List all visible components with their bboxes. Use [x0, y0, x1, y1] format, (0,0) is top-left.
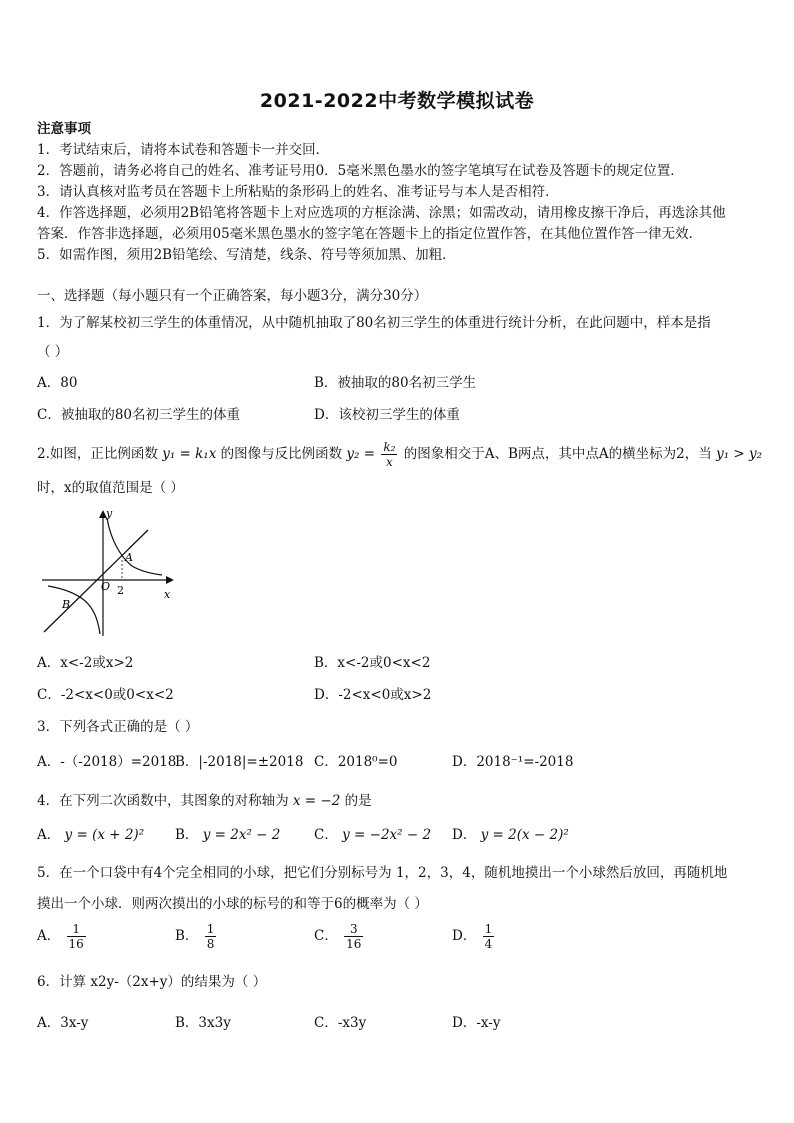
q5-option-label: C． [314, 928, 338, 944]
question-5-stem: 5．在一个口袋中有4个完全相同的小球，把它们分别标号为 1，2，3，4，随机地摸出一个小球然后放回，再随机地 [37, 865, 728, 881]
q1-option-d: D．该校初三学生的体重 [314, 407, 460, 423]
q5-option-c [314, 922, 365, 951]
q3-option-b: B．|-2018|=±2018 [175, 754, 304, 770]
question-4-stem [37, 792, 372, 810]
q4-option-label: C． [314, 827, 338, 843]
q3-option-c: C．2018⁰=0 [314, 754, 398, 770]
q2-function-graph [40, 506, 180, 638]
q6-option-c: C．-x3y [314, 1015, 367, 1031]
q2-text: 的图象相交于A、B两点，其中点A的横坐标为2，当 [403, 446, 712, 462]
q5-frac-num: 1 [484, 922, 493, 936]
origin-label: O [101, 580, 111, 593]
notice-item: 2．答题前，请务必将自己的姓名、准考证号用0．5毫米黑色墨水的签字笔填写在试卷及答题卡的规定位置． [37, 163, 684, 179]
notice-item: 1．考试结束后，请将本试卷和答题卡一并交回． [37, 142, 330, 158]
q2-formula-3: y₁ > y₂ [716, 446, 763, 462]
q5-fraction [205, 922, 217, 951]
x-axis-arrow [166, 576, 174, 584]
q5-option-a [37, 922, 88, 951]
notice-item: 3．请认真核对监考员在答题卡上所粘贴的条形码上的姓名、准考证号与本人是否相符． [37, 184, 559, 200]
question-6-stem: 6．计算 x2y-（2x+y）的结果为（ ） [37, 974, 267, 990]
q1-option-b: B．被抽取的80名初三学生 [314, 375, 477, 391]
q5-fraction [344, 922, 363, 951]
question-1-paren: （ ） [37, 344, 69, 360]
notice-heading: 注意事项 [37, 121, 91, 137]
q4-text: 4．在下列二次函数中，其图象的对称轴为 [37, 793, 289, 809]
q5-option-label: D． [452, 928, 477, 944]
tick-label-2: 2 [117, 584, 124, 597]
q5-frac-num: 3 [344, 922, 363, 937]
q1-option-a: A．80 [37, 375, 78, 391]
hyperbola-branch-left [48, 586, 100, 634]
q2-option-c: C．-2<x<0或0<x<2 [37, 687, 174, 703]
q2-frac-den: x [386, 455, 393, 469]
q2-text: 2.如图，正比例函数 [37, 446, 158, 462]
q2-frac-num: k₂ [383, 440, 396, 454]
q5-frac-num: 1 [67, 922, 86, 937]
question-1-stem: 1．为了解某校初三学生的体重情况，从中随机抽取了80名初三学生的体重进行统计分析，在此问题中，样本是指 [37, 315, 711, 331]
q5-frac-den: 16 [68, 937, 84, 951]
q6-option-b: B．3x3y [175, 1015, 231, 1031]
q4-option-label: A． [37, 827, 61, 843]
q2-option-b: B．x<-2或0<x<2 [314, 655, 431, 671]
q2-option-d: D．-2<x<0或x>2 [314, 687, 432, 703]
exam-title: 2021-2022中考数学模拟试卷 [259, 90, 535, 112]
notice-item: 4．作答选择题，必须用2B铅笔将答题卡上对应选项的方框涂满、涂黑；如需改动，请用橡皮擦干净后，再选涂其他 [37, 205, 726, 221]
q5-option-label: A． [37, 928, 61, 944]
q5-option-b [175, 922, 218, 951]
q3-option-d: D．2018⁻¹=-2018 [452, 754, 574, 770]
q5-fraction [67, 922, 86, 951]
notice-item: 答案．作答非选择题，必须用05毫米黑色墨水的签字笔在答题卡上的指定位置作答，在其他位置作答一律无效． [37, 226, 703, 242]
q5-frac-num: 1 [206, 922, 215, 936]
q5-option-label: B． [175, 928, 199, 944]
q4-option-formula: y = 2(x − 2)² [480, 827, 569, 843]
q6-option-d: D．-x-y [452, 1015, 501, 1031]
q4-option-c [314, 826, 431, 844]
x-axis-label: x [164, 588, 171, 601]
notice-item: 5．如需作图，须用2B铅笔绘、写清楚，线条、符号等须加黑、加粗． [37, 247, 456, 263]
q4-option-formula: y = −2x² − 2 [342, 827, 432, 843]
question-2-stem [37, 440, 762, 469]
q5-frac-den: 16 [346, 937, 362, 951]
q2-fraction [381, 440, 397, 469]
question-2-stem-2: 时，x的取值范围是（ ） [37, 480, 184, 496]
q4-option-label: D． [452, 827, 477, 843]
q4-option-b [175, 826, 280, 844]
question-5-stem-2: 摸出一个小球．则两次摸出的小球的标号的和等于6的概率为（ ） [37, 896, 428, 912]
q4-option-a [37, 826, 144, 844]
q2-text: 的图像与反比例函数 [220, 446, 343, 462]
q2-formula-2: y₂ = [346, 446, 376, 462]
point-b-label: B [62, 598, 71, 611]
q5-option-d [452, 922, 496, 951]
q4-option-formula: y = 2x² − 2 [202, 827, 281, 843]
q4-axis-equation: x = −2 [292, 793, 341, 809]
q2-option-a: A．x<-2或x>2 [37, 655, 134, 671]
q4-option-d [452, 826, 569, 844]
section-heading: 一、选择题（每小题只有一个正确答案，每小题3分，满分30分） [37, 288, 428, 304]
q4-option-formula: y = (x + 2)² [64, 827, 145, 843]
point-a-label: A [125, 551, 133, 564]
q3-option-a: A．-（-2018）=2018 [37, 754, 177, 770]
q4-option-label: B． [175, 827, 199, 843]
q5-fraction [483, 922, 495, 951]
q5-frac-den: 4 [484, 937, 493, 951]
hyperbola-branch-right [107, 518, 162, 575]
q4-text: 的是 [344, 793, 372, 809]
y-axis-label: y [106, 507, 113, 520]
question-3-stem: 3．下列各式正确的是（ ） [37, 719, 199, 735]
q1-option-c: C．被抽取的80名初三学生的体重 [37, 407, 241, 423]
q5-frac-den: 8 [206, 937, 215, 951]
q2-formula-1: y₁ = k₁x [162, 446, 217, 462]
q6-option-a: A．3x-y [37, 1015, 89, 1031]
